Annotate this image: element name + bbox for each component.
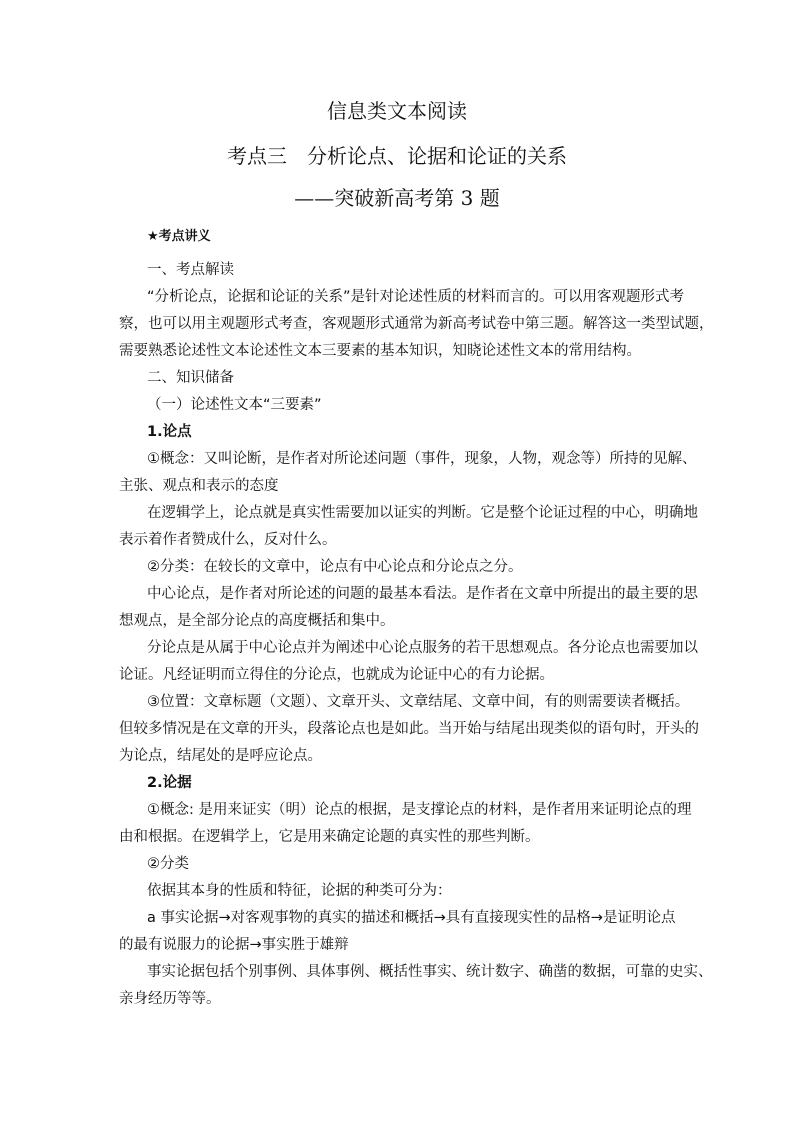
paragraph-line: 在逻辑学上，论点就是真实性需要加以证实的判断。它是整个论证过程的中心，明确地	[147, 505, 698, 521]
paragraph-line: 亲身经历等等。	[119, 991, 221, 1007]
paragraph-line: 论证。凡经证明而立得住的分论点，也就成为论证中心的有力论据。	[119, 667, 554, 683]
paragraph-line: ①概念: 是用来证实（明）论点的根据，是支撑论点的材料，是作者用来证明论点的理	[147, 802, 692, 818]
paragraph-line: 察，也可以用主观题形式考查，客观题形式通常为新高考试卷中第三题。解答这一类型试题，	[119, 316, 714, 332]
paragraph-line: a 事实论据→对客观事物的真实的描述和概括→具有直接现实性的品格→是证明论点	[147, 910, 676, 926]
paragraph-line: ③位置：文章标题（文题）、文章开头、文章结尾、文章中间，有的则需要读者概括。	[147, 694, 690, 710]
paragraph-line: 主张、观点和表示的态度	[119, 478, 279, 494]
document-subtitle-tail: ——突破新高考第 3 题	[294, 186, 500, 210]
paragraph-line: ②分类	[147, 856, 189, 872]
paragraph-line: 由和根据。在逻辑学上，它是用来确定论题的真实性的那些判断。	[119, 829, 540, 845]
paragraph-line: 事实论据包括个别事例、具体事例、概括性事实、统计数字、确凿的数据，可靠的史实、	[147, 964, 713, 980]
subheading: 2.论据	[147, 775, 192, 791]
document-title: 信息类文本阅读	[327, 99, 467, 123]
paragraph-line: 但较多情况是在文章的开头，段落论点也是如此。当开始与结尾出现类似的语句时，开头的	[119, 721, 699, 737]
subheading: 1.论点	[147, 424, 192, 440]
paragraph-line: ②分类：在较长的文章中，论点有中心论点和分论点之分。	[147, 559, 523, 575]
subheading: （一）论述性文本“三要素”	[147, 397, 322, 413]
paragraph-line: “分析论点，论据和论证的关系”是针对论述性质的材料而言的。可以用客观题形式考	[147, 289, 685, 305]
paragraph-line: 表示着作者赞成什么，反对什么。	[119, 532, 337, 548]
document-subtitle: 考点三 分析论点、论据和论证的关系	[227, 144, 567, 168]
paragraph-line: 为论点，结尾处的是呼应论点。	[119, 748, 322, 764]
paragraph-line: 分论点是从属于中心论点并为阐述中心论点服务的若干思想观点。各分论点也需要加以	[147, 640, 698, 656]
paragraph-line: 依据其本身的性质和特征，论据的种类可分为：	[147, 883, 452, 899]
heading-2: 二、知识储备	[147, 370, 234, 386]
paragraph-line: 的最有说服力的论据→事实胜于雄辩	[119, 937, 349, 953]
heading-1: 一、考点解读	[147, 262, 234, 278]
paragraph-line: 需要熟悉论述性文本论述性文本三要素的基本知识，知晓论述性文本的常用结构。	[119, 343, 641, 359]
paragraph-line: 中心论点，是作者对所论述的问题的最基本看法。是作者在文章中所提出的最主要的思	[147, 586, 698, 602]
section-label: ★考点讲义	[147, 229, 211, 244]
paragraph-line: 想观点，是全部分论点的高度概括和集中。	[119, 613, 395, 629]
paragraph-line: ①概念：又叫论断，是作者对所论述问题（事件，现象，人物，观念等）所持的见解、	[147, 451, 697, 467]
